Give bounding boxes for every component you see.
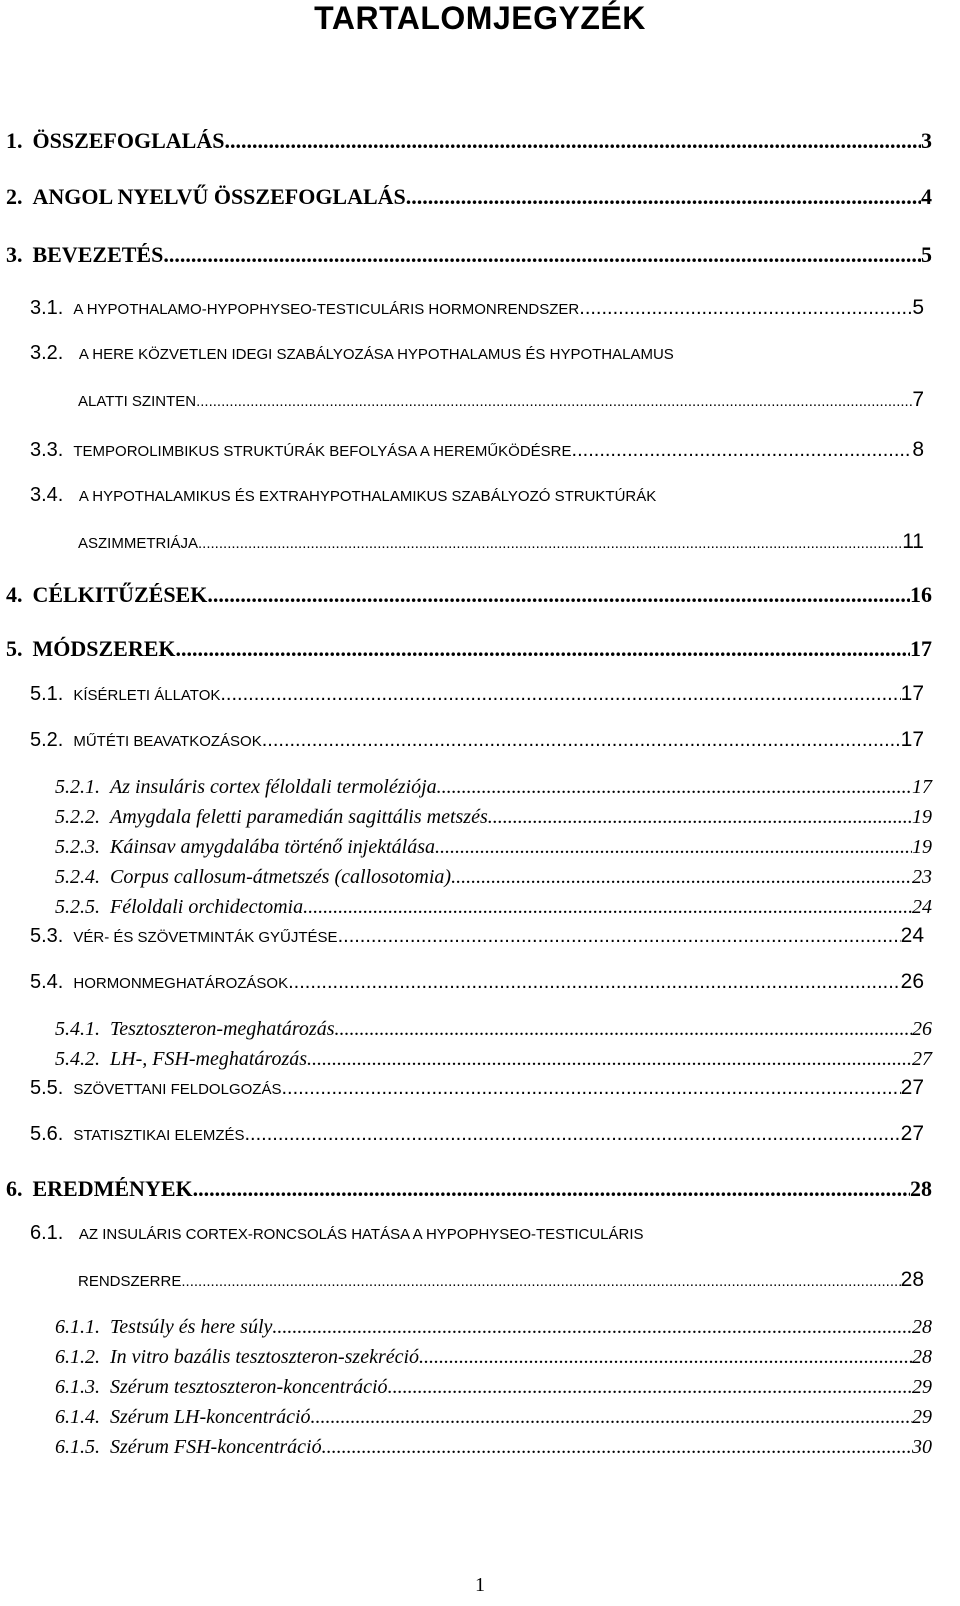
toc-entry-page: 26 xyxy=(912,1018,932,1040)
toc-entry-page: 27 xyxy=(912,1048,932,1070)
toc-entry-number: 5.2.1. xyxy=(55,776,100,798)
toc-leader-dots xyxy=(176,636,910,662)
toc-leader-dots xyxy=(181,1273,900,1290)
toc-entry-page: 30 xyxy=(912,1436,932,1458)
toc-entry-label: VÉR- ÉS SZÖVETMINTÁK GYŰJTÉSE xyxy=(73,929,338,946)
toc-entry-page: 19 xyxy=(912,836,932,858)
toc-entry-label: HORMONMEGHATÁROZÁSOK xyxy=(73,975,289,992)
toc-entry-label-cont: RENDSZERRE xyxy=(78,1273,182,1290)
toc-leader-dots xyxy=(198,535,902,552)
toc-entry-page: 26 xyxy=(900,970,924,993)
toc-leader-dots xyxy=(193,1176,910,1202)
toc-entry-page: 29 xyxy=(912,1376,932,1398)
toc-entry-page: 17 xyxy=(900,682,924,705)
toc-entry-number: 3.2. xyxy=(30,342,64,364)
toc-entry-number: 5. xyxy=(6,636,23,661)
toc-entry-label: STATISZTIKAI ELEMZÉS xyxy=(73,1127,245,1144)
toc-entry-page: 28 xyxy=(900,1268,924,1291)
toc-entry-number: 5.2.4. xyxy=(55,866,100,888)
toc-leader-dots xyxy=(163,242,921,268)
toc-entry-label-cont: ASZIMMETRIÁJA xyxy=(78,535,199,552)
toc-leader-dots xyxy=(437,776,912,799)
toc-entry-page: 29 xyxy=(912,1406,932,1428)
toc-entry-5-2-4[interactable] xyxy=(55,866,932,889)
toc-entry-number: 3.4. xyxy=(30,484,64,506)
toc-entry-label: MÓDSZEREK xyxy=(32,636,176,661)
toc-leader-dots xyxy=(272,1316,912,1339)
toc-entry-page: 28 xyxy=(912,1346,932,1368)
toc-entry-5-2-2[interactable] xyxy=(55,806,932,829)
toc-entry-number: 6.1.3. xyxy=(55,1376,100,1398)
page-title: TARTALOMJEGYZÉK xyxy=(314,0,646,36)
toc-entry-label: A HYPOTHALAMO-HYPOPHYSEO-TESTICULÁRIS HORMONRENDSZER xyxy=(73,301,580,318)
toc-entry-6-1-5[interactable] xyxy=(55,1436,932,1459)
page-number: 1 xyxy=(475,1574,485,1596)
toc-leader-dots xyxy=(288,971,901,994)
toc-leader-dots xyxy=(322,1436,912,1459)
toc-entry-page: 3 xyxy=(921,128,932,153)
toc-entry-page: 24 xyxy=(912,896,932,918)
toc-entry-5-6[interactable] xyxy=(30,1122,924,1146)
toc-entry-number: 5.6. xyxy=(30,1123,64,1145)
toc-leader-dots xyxy=(307,1048,912,1071)
toc-leader-dots xyxy=(196,393,912,410)
toc-entry-3-2-continuation[interactable] xyxy=(78,388,924,412)
toc-entry-5-2-5[interactable] xyxy=(55,896,932,919)
toc-entry-number: 1. xyxy=(6,128,23,153)
toc-entry-label: BEVEZETÉS xyxy=(32,242,164,267)
toc-leader-dots xyxy=(281,1077,900,1100)
toc-entry-page: 5 xyxy=(912,296,924,319)
toc-entry-number: 3.3. xyxy=(30,439,64,461)
toc-entry-page: 28 xyxy=(912,1316,932,1338)
toc-entry-6-1-2[interactable] xyxy=(55,1346,932,1369)
toc-entry-2[interactable] xyxy=(6,184,932,210)
toc-entry-page: 5 xyxy=(921,242,932,267)
toc-entry-label: Szérum FSH-koncentráció xyxy=(110,1436,322,1458)
toc-entry-label: ANGOL NYELVŰ ÖSSZEFOGLALÁS xyxy=(32,184,406,209)
toc-entry-5-1[interactable] xyxy=(30,682,924,706)
toc-entry-page: 17 xyxy=(900,728,924,751)
toc-entry-number: 3.1. xyxy=(30,297,64,319)
toc-entry-number: 5.4. xyxy=(30,971,64,993)
toc-entry-6-1-3[interactable] xyxy=(55,1376,932,1399)
toc-leader-dots xyxy=(488,806,912,829)
toc-leader-dots xyxy=(224,128,921,154)
toc-entry-number: 5.4.1. xyxy=(55,1018,100,1040)
toc-entry-label: Az insuláris cortex féloldali termoléziója xyxy=(110,776,437,798)
toc-entry-label: Tesztoszteron-meghatározás xyxy=(110,1018,335,1040)
toc-entry-label: Szérum tesztoszteron-koncentráció xyxy=(110,1376,388,1398)
toc-entry-5-4-2[interactable] xyxy=(55,1048,932,1071)
toc-leader-dots xyxy=(435,836,912,859)
toc-entry-6-1-continuation[interactable] xyxy=(78,1268,924,1292)
toc-entry-3-2-heading[interactable] xyxy=(30,342,674,365)
toc-entry-page: 16 xyxy=(910,582,932,607)
toc-entry-5-5[interactable] xyxy=(30,1076,924,1100)
toc-leader-dots xyxy=(388,1376,912,1399)
toc-entry-number: 6.1. xyxy=(30,1222,64,1244)
toc-entry-page: 7 xyxy=(912,388,924,411)
toc-entry-6-1-1[interactable] xyxy=(55,1316,932,1339)
toc-entry-5[interactable] xyxy=(6,636,932,662)
toc-leader-dots xyxy=(334,1018,912,1041)
toc-entry-3-4-continuation[interactable] xyxy=(78,530,924,554)
toc-entry-label: Szérum LH-koncentráció xyxy=(110,1406,311,1428)
toc-entry-3-1[interactable] xyxy=(30,296,924,320)
toc-entry-page: 11 xyxy=(902,530,924,553)
toc-entry-number: 6.1.4. xyxy=(55,1406,100,1428)
toc-entry-number: 6.1.1. xyxy=(55,1316,100,1338)
toc-entry-number: 5.2.3. xyxy=(55,836,100,858)
toc-entry-page: 27 xyxy=(900,1076,924,1099)
toc-leader-dots xyxy=(572,439,913,462)
toc-entry-5-2-3[interactable] xyxy=(55,836,932,859)
toc-entry-number: 5.2.5. xyxy=(55,896,100,918)
toc-entry-number: 3. xyxy=(6,242,23,267)
toc-entry-label: AZ INSULÁRIS CORTEX-RONCSOLÁS HATÁSA A HYPOPHYSEO-TESTICULÁRIS xyxy=(78,1226,644,1243)
toc-entry-page: 19 xyxy=(912,806,932,828)
toc-leader-dots xyxy=(338,925,901,948)
toc-entry-number: 6. xyxy=(6,1176,23,1201)
toc-entry-number: 6.1.5. xyxy=(55,1436,100,1458)
toc-leader-dots xyxy=(419,1346,912,1369)
toc-entry-6-1-4[interactable] xyxy=(55,1406,932,1429)
toc-entry-number: 4. xyxy=(6,582,23,607)
toc-entry-label: EREDMÉNYEK xyxy=(32,1176,193,1201)
toc-leader-dots xyxy=(262,729,901,752)
toc-leader-dots xyxy=(311,1406,912,1429)
toc-entry-number: 5.4.2. xyxy=(55,1048,100,1070)
toc-entry-number: 5.2. xyxy=(30,729,64,751)
toc-entry-6[interactable] xyxy=(6,1176,932,1202)
toc-entry-label: CÉLKITŰZÉSEK xyxy=(32,582,208,607)
toc-entry-label: LH-, FSH-meghatározás xyxy=(110,1048,308,1070)
toc-leader-dots xyxy=(451,866,912,889)
toc-entry-5-4[interactable] xyxy=(30,970,924,994)
toc-leader-dots xyxy=(220,683,900,706)
toc-entry-label: ÖSSZEFOGLALÁS xyxy=(32,128,225,153)
toc-entry-3-4-heading[interactable] xyxy=(30,484,656,507)
toc-entry-number: 6.1.2. xyxy=(55,1346,100,1368)
toc-entry-number: 5.1. xyxy=(30,683,64,705)
toc-entry-4[interactable] xyxy=(6,582,932,608)
toc-entry-page: 17 xyxy=(910,636,932,661)
toc-entry-number: 5.3. xyxy=(30,925,64,947)
toc-entry-label: Féloldali orchidectomia xyxy=(110,896,304,918)
toc-entry-number: 2. xyxy=(6,184,23,209)
toc-entry-6-1-heading[interactable] xyxy=(30,1222,644,1245)
toc-entry-3-3[interactable] xyxy=(30,438,924,462)
toc-entry-page: 4 xyxy=(921,184,932,209)
toc-entry-page: 27 xyxy=(900,1122,924,1145)
toc-entry-3[interactable] xyxy=(6,242,932,268)
toc-entry-number: 5.5. xyxy=(30,1077,64,1099)
toc-entry-page: 8 xyxy=(912,438,924,461)
toc-entry-label: SZÖVETTANI FELDOLGOZÁS xyxy=(73,1081,282,1098)
toc-entry-label: TEMPOROLIMBIKUS STRUKTÚRÁK BEFOLYÁSA A HEREMŰKÖDÉSRE xyxy=(73,443,572,460)
toc-entry-label: A HYPOTHALAMIKUS ÉS EXTRAHYPOTHALAMIKUS SZABÁLYOZÓ STRUKTÚRÁK xyxy=(78,488,657,505)
toc-leader-dots xyxy=(579,297,912,320)
toc-entry-label: In vitro bazális tesztoszteron-szekréció xyxy=(110,1346,420,1368)
toc-leader-dots xyxy=(406,184,921,210)
toc-entry-number: 5.2.2. xyxy=(55,806,100,828)
toc-entry-page: 23 xyxy=(912,866,932,888)
toc-leader-dots xyxy=(207,582,910,608)
toc-entry-label: A HERE KÖZVETLEN IDEGI SZABÁLYOZÁSA HYPOTHALAMUS ÉS HYPOTHALAMUS xyxy=(78,346,674,363)
toc-entry-label: Amygdala feletti paramedián sagittális metszés xyxy=(110,806,488,828)
toc-entry-1[interactable] xyxy=(6,128,932,154)
toc-entry-label-cont: ALATTI SZINTEN xyxy=(78,393,197,410)
toc-entry-label: Testsúly és here súly xyxy=(110,1316,273,1338)
toc-entry-label: MŰTÉTI BEAVATKOZÁSOK xyxy=(73,733,262,750)
toc-entry-page: 17 xyxy=(912,776,932,798)
toc-leader-dots xyxy=(245,1123,901,1146)
toc-entry-label: Corpus callosum-átmetszés (callosotomia) xyxy=(110,866,452,888)
toc-entry-5-3[interactable] xyxy=(30,924,924,948)
toc-entry-5-2[interactable] xyxy=(30,728,924,752)
toc-entry-label: Káinsav amygdalába történő injektálása xyxy=(110,836,435,858)
toc-entry-page: 28 xyxy=(910,1176,932,1201)
toc-entry-5-2-1[interactable] xyxy=(55,776,932,799)
toc-entry-label: KÍSÉRLETI ÁLLATOK xyxy=(73,687,221,704)
toc-leader-dots xyxy=(303,896,912,919)
toc-entry-5-4-1[interactable] xyxy=(55,1018,932,1041)
toc-entry-page: 24 xyxy=(900,924,924,947)
